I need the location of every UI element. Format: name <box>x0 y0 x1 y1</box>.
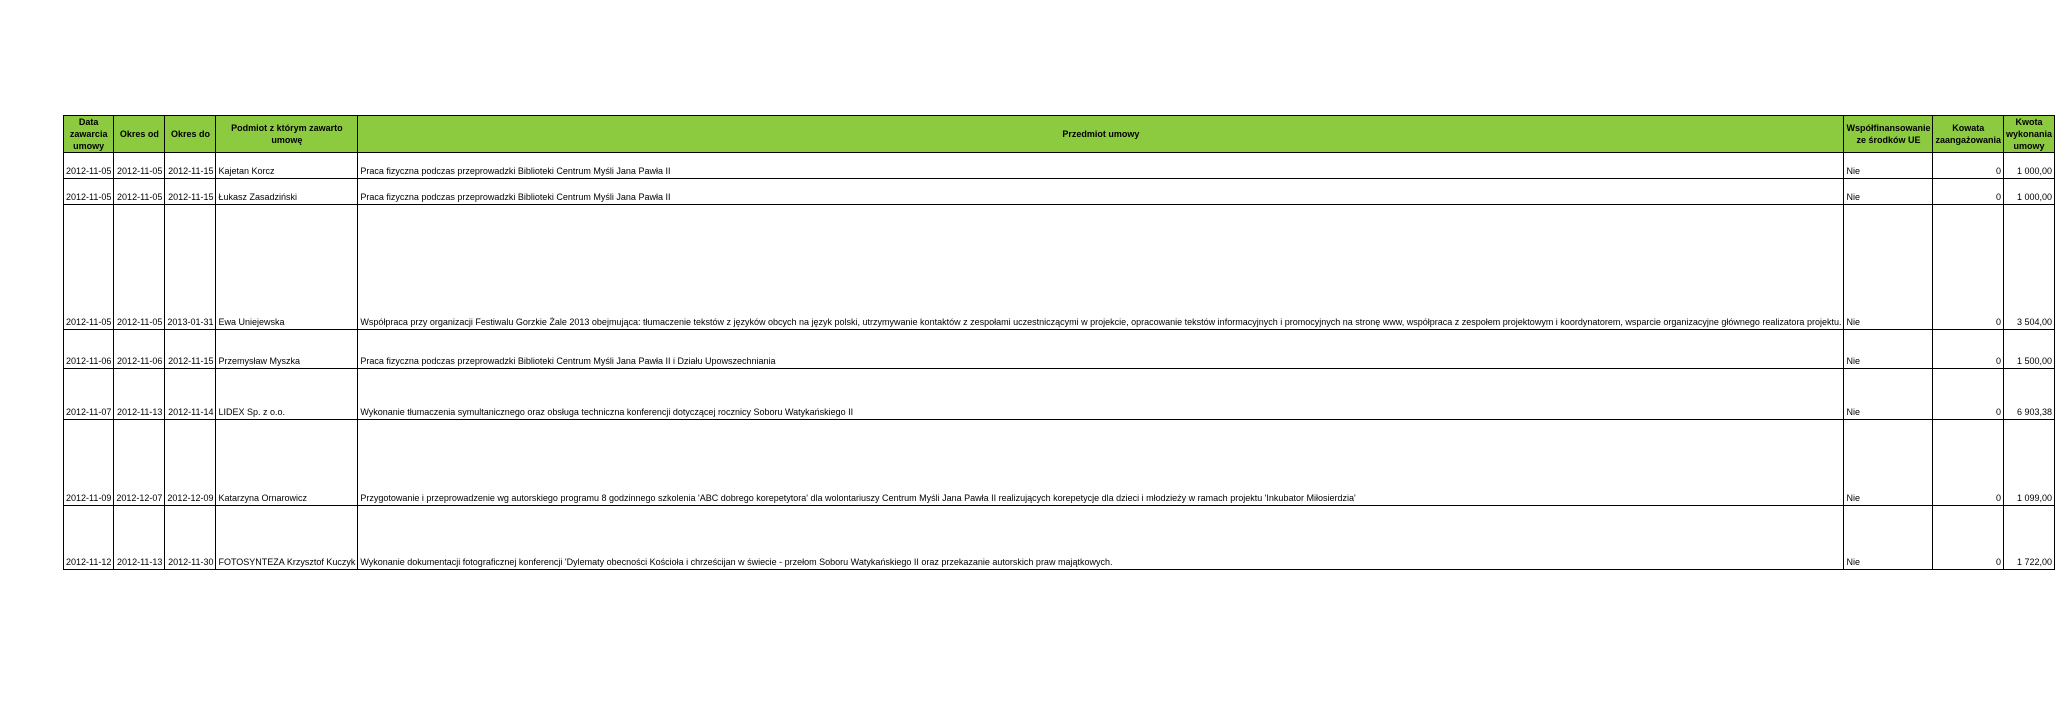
cell-data-zawarcia: 2012-11-05 <box>64 153 114 179</box>
cell-data-zawarcia: 2012-11-07 <box>64 369 114 420</box>
cell-kwota-zaangazowania: 0 <box>1933 205 2004 330</box>
cell-wspolfinansowanie: Nie <box>1844 153 1933 179</box>
cell-podmiot: Kajetan Korcz <box>216 153 358 179</box>
cell-okres-do: 2012-11-15 <box>165 179 216 205</box>
cell-kwota-wykonania: 1 099,00 <box>2004 420 2055 506</box>
cell-przedmiot: Praca fizyczna podczas przeprowadzki Biblioteki Centrum Myśli Jana Pawła II <box>358 153 1844 179</box>
cell-przedmiot: Wykonanie dokumentacji fotograficznej konferencji 'Dylematy obecności Kościoła i chrześcijan w świecie - przełom Soboru Watykańskiego II oraz przekazanie autorskich praw majątkowych. <box>358 506 1844 570</box>
header-wspolfinansowanie: Współfinansowanie ze środków UE <box>1844 116 1933 153</box>
cell-okres-do: 2012-11-30 <box>165 506 216 570</box>
table-row <box>64 205 2055 330</box>
header-podmiot: Podmiot z którym zawarto umowę <box>216 116 358 153</box>
cell-okres-od: 2012-11-06 <box>114 330 165 369</box>
cell-data-zawarcia: 2012-11-06 <box>64 330 114 369</box>
cell-okres-od: 2012-11-13 <box>114 506 165 570</box>
cell-okres-od: 2012-11-05 <box>114 205 165 330</box>
cell-data-zawarcia: 2012-11-09 <box>64 420 114 506</box>
cell-kwota-zaangazowania: 0 <box>1933 420 2004 506</box>
header-przedmiot: Przedmiot umowy <box>358 116 1844 153</box>
cell-okres-do: 2012-11-15 <box>165 153 216 179</box>
table-row <box>64 369 2055 420</box>
cell-wspolfinansowanie: Nie <box>1844 506 1933 570</box>
cell-przedmiot: Przygotowanie i przeprowadzenie wg autorskiego programu 8 godzinnego szkolenia 'ABC dobrego korepetytora' dla wolontariuszy Centrum Myśli Jana Pawła II realizujących korepetycje dla dzieci i młodzieży w ramach projektu 'Inkubator Miłosierdzia' <box>358 420 1844 506</box>
cell-kwota-wykonania: 1 500,00 <box>2004 330 2055 369</box>
cell-podmiot: Katarzyna Ornarowicz <box>216 420 358 506</box>
header-kwota-zaangazowania: Kowata zaangażowania <box>1933 116 2004 153</box>
cell-kwota-wykonania: 3 504,00 <box>2004 205 2055 330</box>
cell-przedmiot: Wykonanie tłumaczenia symultanicznego oraz obsługa techniczna konferencji dotyczącej rocznicy Soboru Watykańskiego II <box>358 369 1844 420</box>
header-okres-od: Okres od <box>114 116 165 153</box>
cell-wspolfinansowanie: Nie <box>1844 179 1933 205</box>
cell-okres-do: 2012-11-14 <box>165 369 216 420</box>
cell-kwota-wykonania: 1 000,00 <box>2004 153 2055 179</box>
cell-przedmiot: Współpraca przy organizacji Festiwalu Gorzkie Żale 2013 obejmująca: tłumaczenie tekstów z języków obcych na język polski, utrzymywanie kontaktów z zespołami uczestniczącymi w projekcie, opracowanie tekstów informacyjnych i promocyjnych na stronę www, współpraca z zespołem projektowym i koordynatorem, wsparcie organizacyjne głównego realizatora projektu. <box>358 205 1844 330</box>
cell-przedmiot: Praca fizyczna podczas przeprowadzki Biblioteki Centrum Myśli Jana Pawła II <box>358 179 1844 205</box>
contracts-table <box>63 115 2055 570</box>
cell-okres-od: 2012-11-05 <box>114 179 165 205</box>
cell-okres-od: 2012-12-07 <box>114 420 165 506</box>
cell-podmiot: Ewa Uniejewska <box>216 205 358 330</box>
cell-wspolfinansowanie: Nie <box>1844 369 1933 420</box>
cell-podmiot: Łukasz Zasadziński <box>216 179 358 205</box>
cell-kwota-zaangazowania: 0 <box>1933 179 2004 205</box>
cell-podmiot: Przemysław Myszka <box>216 330 358 369</box>
table-row <box>64 153 2055 179</box>
cell-data-zawarcia: 2012-11-05 <box>64 205 114 330</box>
header-data-zawarcia: Data zawarcia umowy <box>64 116 114 153</box>
cell-podmiot: FOTOSYNTEZA Krzysztof Kuczyk <box>216 506 358 570</box>
cell-kwota-wykonania: 1 000,00 <box>2004 179 2055 205</box>
cell-wspolfinansowanie: Nie <box>1844 205 1933 330</box>
header-kwota-wykonania: Kwota wykonania umowy <box>2004 116 2055 153</box>
table-row <box>64 420 2055 506</box>
cell-data-zawarcia: 2012-11-12 <box>64 506 114 570</box>
cell-kwota-zaangazowania: 0 <box>1933 153 2004 179</box>
cell-kwota-zaangazowania: 0 <box>1933 369 2004 420</box>
table-row <box>64 330 2055 369</box>
cell-okres-do: 2012-12-09 <box>165 420 216 506</box>
cell-okres-od: 2012-11-13 <box>114 369 165 420</box>
cell-data-zawarcia: 2012-11-05 <box>64 179 114 205</box>
cell-kwota-wykonania: 1 722,00 <box>2004 506 2055 570</box>
header-okres-do: Okres do <box>165 116 216 153</box>
cell-wspolfinansowanie: Nie <box>1844 420 1933 506</box>
header-row <box>64 116 2055 153</box>
cell-wspolfinansowanie: Nie <box>1844 330 1933 369</box>
cell-okres-do: 2013-01-31 <box>165 205 216 330</box>
cell-okres-od: 2012-11-05 <box>114 153 165 179</box>
cell-kwota-zaangazowania: 0 <box>1933 506 2004 570</box>
cell-podmiot: LIDEX Sp. z o.o. <box>216 369 358 420</box>
cell-okres-do: 2012-11-15 <box>165 330 216 369</box>
cell-kwota-wykonania: 6 903,38 <box>2004 369 2055 420</box>
cell-przedmiot: Praca fizyczna podczas przeprowadzki Biblioteki Centrum Myśli Jana Pawła II i Działu Upowszechniania <box>358 330 1844 369</box>
cell-kwota-zaangazowania: 0 <box>1933 330 2004 369</box>
table-row <box>64 179 2055 205</box>
table-row <box>64 506 2055 570</box>
